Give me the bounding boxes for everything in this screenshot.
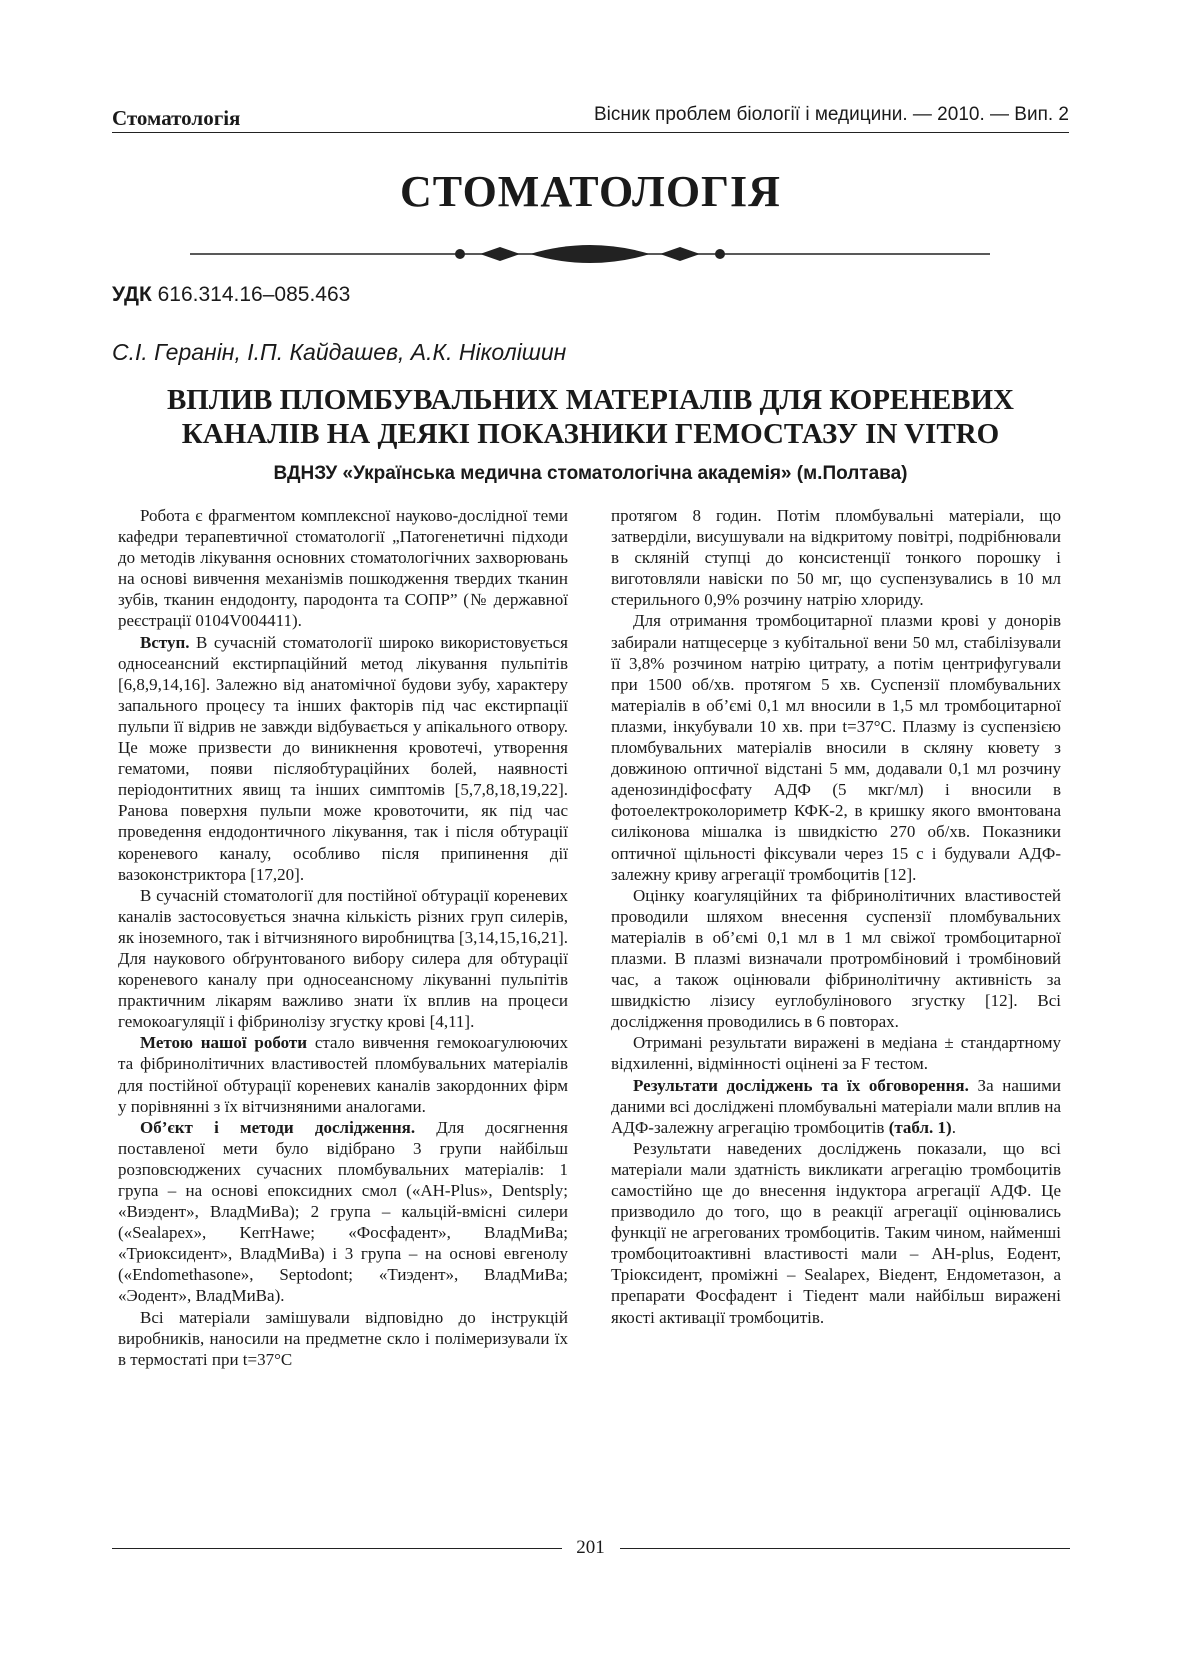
paragraph: Всі матеріали замішували відповідно до інструкцій виробників, наносили на предметне скло і полімеризували їх в термостаті при t=37°С: [118, 1307, 568, 1369]
footer-rule-right: [620, 1548, 1070, 1549]
udk-line: [112, 283, 350, 307]
paragraph-text: Для досягнення поставленої мети було відібрано 3 групи найбільш розповсюджених сучасних пломбувальних матеріалів: 1 група – на основі епоксидних смол («AH-Plus», Dentsply; «Виэдент», ВладМиВа); 2 група – кальцій-вмісні силери («Sealapex», KerrHawe; «Фосфадент», ВладМиВа; «Триоксидент», ВладМиВа) і 3 група – на основі евгенолу («Endomethasone», Septodont; «Тиэдент», ВладМиВа; «Эодент», ВладМиВа).: [118, 1117, 568, 1306]
paragraph: Робота є фрагментом комплексної науково-дослідної теми кафедри терапевтичної стоматології „Патогенетичні підходи до методів лікування основних стоматологічних захворювань на основі вивчення механізмів пошкодження твердих тканин зубів, тканин ендодонту, пародонта та СОПР” (№ державної реєстрації 0104V004411).: [118, 506, 568, 631]
paragraph: Для отримання тромбоцитарної плазми крові у донорів забирали натщесерце з кубітальної вени 50 мл, стабілізували її 3,8% розчином натрію цитрату, а потім центрифугували при 1500 об/хв. протягом 5 хв. Суспензії пломбувальних матеріалів в об’ємі 0,1 мл вносили в 1,5 мл тромбоцитарної плазми, інкубували 10 хв. при t=37°С. Плазму із суспензією пломбувальних матеріалів вносили в скляну кювету з довжиною оптичної відстані 5 мм, додавали 0,1 мл розчину аденозиндіфосфату АДФ (5 мкг/мл) і вносили в фотоелектроколориметр КФК-2, в кришку якого вмонтована силіконова мішалка із швидкістю 270 об/хв. Показники оптичної щільності фіксували через 15 с і будували АДФ-залежну криву агрегації тромбоцитів [12].: [611, 611, 1061, 884]
ornament-divider: [190, 236, 990, 272]
affiliation: ВДНЗУ «Українська медична стоматологічна академія» (м.Полтава): [273, 463, 908, 484]
running-header-journal: Вісник проблем біології і медицини. — 2010. — Вип. 2: [593, 104, 1069, 125]
paragraph: Отримані результати виражені в медіана ± стандартному відхиленні, відмінності оцінені за F тестом.: [611, 1033, 1061, 1074]
authors: С.І. Геранін, І.П. Кайдашев, А.К. Ніколішин: [112, 339, 567, 365]
left-column: [118, 505, 568, 1370]
paragraph-text: За нашими даними всі досліджені пломбувальні матеріали мали вплив на АДФ-залежну агрегацію тромбоцитів: [611, 1075, 1061, 1137]
paragraph: [118, 1032, 568, 1116]
table-reference: (табл. 1): [888, 1117, 952, 1137]
header-rule: [112, 132, 1069, 133]
page-number: 201: [576, 1537, 605, 1558]
paragraph: В сучасній стоматології для постійної обтурації кореневих каналів застосовується значна кількість різних груп силерів, як іноземного, так і вітчизняного виробництва [3,14,15,16,21]. Для наукового обґрунтованого вибору силера для обтурації кореневого каналу при одноcеансному лікуванні пульпітів практичним лікарям важливо знати їх вплив на процеси гемокоагуляції і фібринолізу згустку крові [4,11].: [118, 885, 569, 1032]
udk-label: УДК: [112, 283, 152, 306]
paragraph: [611, 1075, 1061, 1138]
paragraph-lead: Вступ.: [140, 632, 190, 652]
paragraph: [118, 1117, 568, 1307]
paragraph: Результати наведених досліджень показали, що всі матеріали мали здатність викликати агрегацію тромбоцитів самостійно ще до внесення індуктора агрегації АДФ. Це призводило до того, що в реакції агрегації оцінювались функції не агрегованих тромбоцитів. Таким чином, найменші тромбоцитоактивні властивості мали – AH-plus, Еодент, Тріоксидент, проміжні – Sealapex, Віедент, Ендометазон, а препарати Фосфадент і Тіедент мали найбільш виражені якості активації тромбоцитів.: [611, 1138, 1061, 1327]
paragraph-text: В сучасній стоматології широко використовується одноcеансний екстирпаційний метод лікування пульпітів [6,8,9,14,16]. Залежно від анатомічної будови зубу, характеру запального процесу та інших факторів під час екстирпації пульпи її відрив не завжди відбувається у апікального отвору. Це може призвести до виникнення кровотечі, утворення гематоми, появи післяобтураційних болей, наявності періодонтитних явищ та інших симптомів [5,7,8,18,19,22]. Рановa поверхня пульпи може кровоточити, як під час проведення ендодонтичного лікування, так і після обтурації кореневого каналу, особливо після припинення дії вазоконстриктора [17,20].: [118, 632, 568, 884]
paragraph: [118, 632, 568, 885]
paragraph-lead: Результати досліджень та їх обговорення.: [633, 1075, 969, 1095]
article-title-line-2: КАНАЛІВ НА ДЕЯКІ ПОКАЗНИКИ ГЕМОСТАЗУ IN VITRO: [181, 418, 1000, 450]
paragraph: протягом 8 годин. Потім пломбувальні матеріали, що затверділи, висушували на відкритому повітрі, подрібнювали в скляній ступці до консистенції тонкого порошку і виготовляли навіски по 50 мг, що суспензувались в 10 мл стерильного 0,9% розчину натрію хлориду.: [611, 506, 1061, 610]
article-title-line-1: ВПЛИВ ПЛОМБУВАЛЬНИХ МАТЕРІАЛІВ ДЛЯ КОРЕНЕВИХ: [166, 384, 1015, 416]
paragraph-text: стало вивчення гемокоагулюючих та фібринолітичних властивостей пломбувальних матеріалів для постійної обтурації кореневих каналів закордонних фірм у порівнянні з їх вітчизняними аналогами.: [118, 1033, 568, 1116]
right-column: [611, 505, 1061, 1328]
paragraph: Оцінку коагуляційних та фібринолітичних властивостей проводили шляхом внесення суспензії пломбувальних матеріалів в об’ємі 0,1 мл в 1 мл свіжої тромбоцитарної плазми. В плазмі визначали протромбіновий і тромбіновий час, а також оцінювали фібринолітичну активність за швидкістю лізису еуглобулінового згустку [12]. Всі дослідження проводились в 6 повторах.: [611, 885, 1061, 1032]
article-title: [0, 383, 1181, 451]
udk-code: 616.314.16–085.463: [157, 283, 351, 306]
paragraph-lead: Метою нашої роботи: [140, 1033, 308, 1053]
running-header-section: Стоматологія: [112, 106, 241, 130]
paragraph-text: .: [951, 1117, 956, 1137]
section-title: СТОМАТОЛОГІЯ: [400, 167, 781, 216]
paragraph-lead: Об’єкт і методи дослідження.: [140, 1117, 416, 1137]
